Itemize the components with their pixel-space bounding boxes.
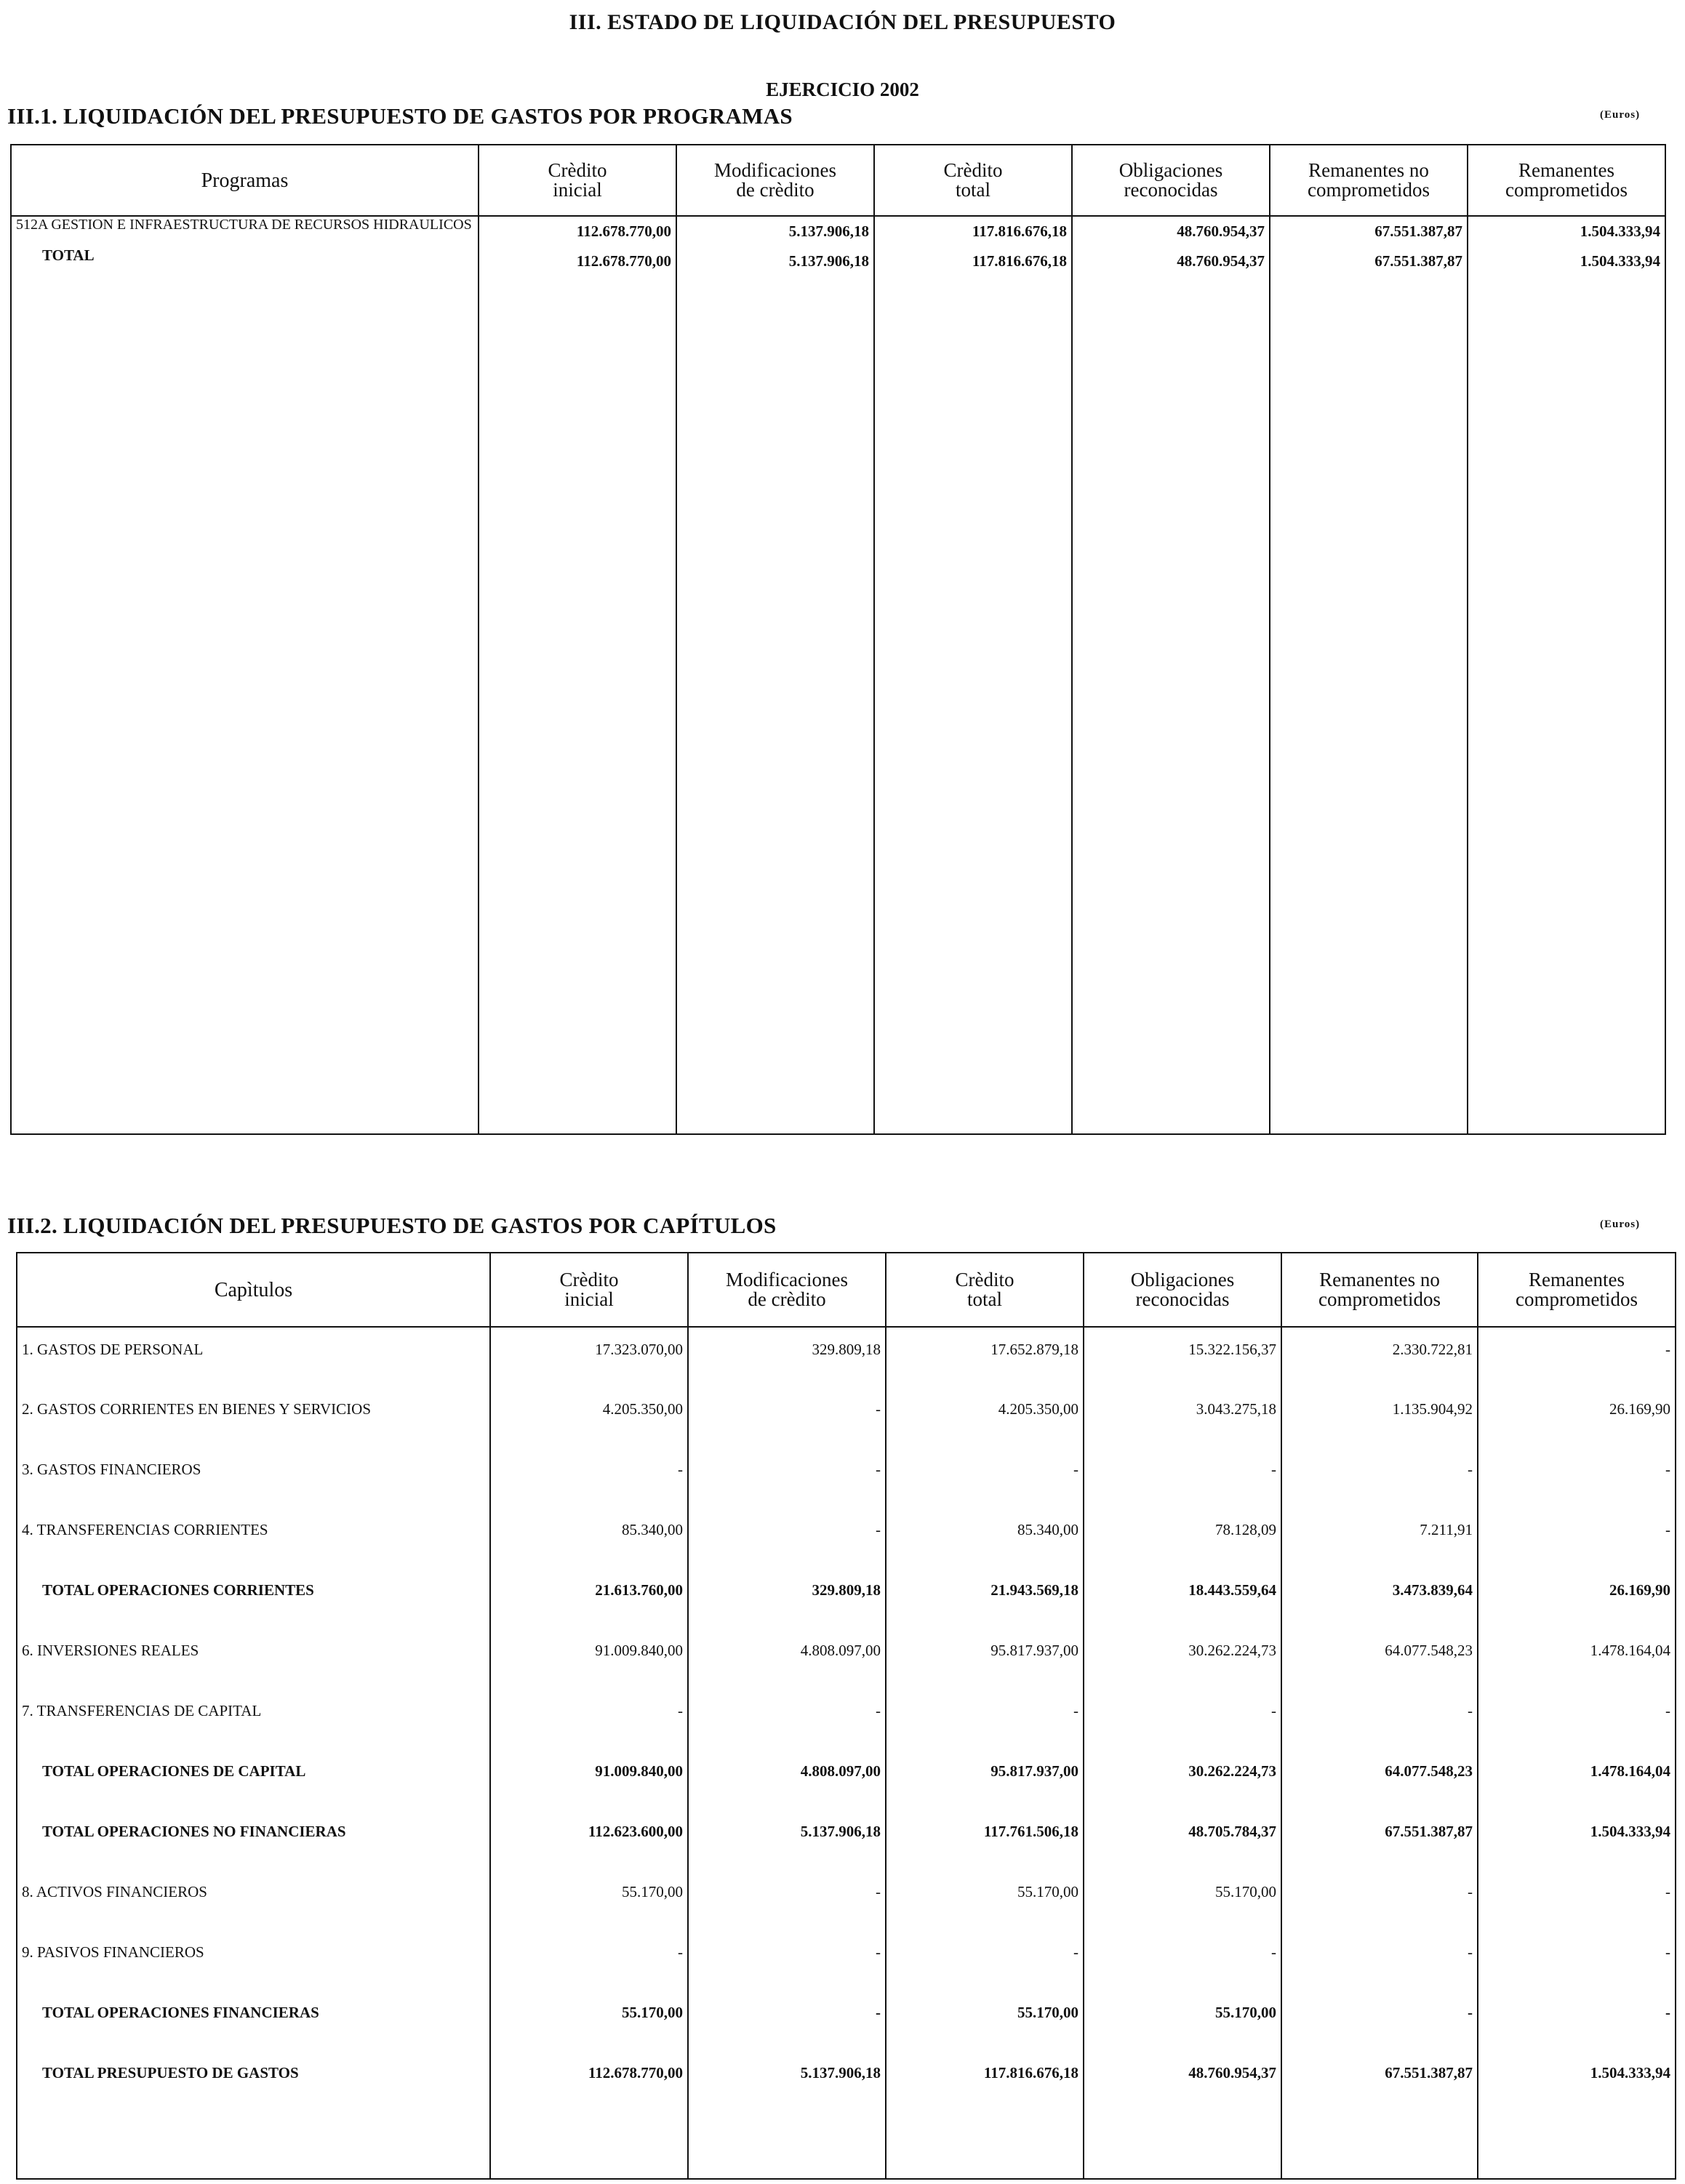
cell-value: - (1478, 1508, 1676, 1568)
chapters-table (16, 1252, 1676, 2180)
row-label: TOTAL OPERACIONES NO FINANCIERAS (17, 1810, 490, 1870)
cell-value: 26.169,90 (1478, 1387, 1676, 1448)
page-title: III. ESTADO DE LIQUIDACIÓN DEL PRESUPUESTO (569, 10, 1116, 34)
cell-value: 4.205.350,00 (886, 1387, 1084, 1448)
row-label: 512A GESTION E INFRAESTRUCTURA DE RECURSOS HIDRAULICOS (11, 216, 479, 246)
empty-cell (676, 273, 874, 1134)
cell-value: - (688, 1689, 886, 1749)
row-label: TOTAL PRESUPUESTO DE GASTOS (17, 2051, 490, 2111)
table-row (17, 1387, 1676, 1448)
cell-value: 55.170,00 (886, 1991, 1084, 2051)
row-label: 2. GASTOS CORRIENTES EN BIENES Y SERVICIOS (17, 1387, 490, 1448)
cell-value: - (688, 1448, 886, 1508)
row-label: TOTAL (11, 246, 479, 273)
cell-value: 112.678.770,00 (479, 246, 676, 273)
cell-value: 5.137.906,18 (676, 216, 874, 246)
cell-value: 17.323.070,00 (490, 1327, 688, 1387)
cell-value: 4.808.097,00 (688, 1749, 886, 1810)
exercise-year: EJERCICIO 2002 (766, 79, 919, 100)
cell-value: 18.443.559,64 (1084, 1568, 1281, 1629)
cell-value: 117.816.676,18 (874, 246, 1072, 273)
cell-value: 4.808.097,00 (688, 1629, 886, 1689)
cell-value: 117.816.676,18 (886, 2051, 1084, 2111)
cell-value: 7.211,91 (1281, 1508, 1478, 1568)
row-label: 3. GASTOS FINANCIEROS (17, 1448, 490, 1508)
header-programas: Programas (11, 145, 479, 216)
row-label: TOTAL OPERACIONES FINANCIERAS (17, 1991, 490, 2051)
cell-value: - (1478, 1870, 1676, 1930)
cell-value: 112.678.770,00 (490, 2051, 688, 2111)
cell-value: 1.504.333,94 (1478, 2051, 1676, 2111)
cell-value: 117.761.506,18 (886, 1810, 1084, 1870)
section-2-title: III.2. LIQUIDACIÓN DEL PRESUPUESTO DE GASTOS POR CAPÍTULOS (7, 1213, 777, 1238)
cell-value: - (1281, 1689, 1478, 1749)
header-credito-total: Crèdito total (874, 145, 1072, 216)
cell-value: 4.205.350,00 (490, 1387, 688, 1448)
cell-value: 1.135.904,92 (1281, 1387, 1478, 1448)
cell-value: - (1084, 1930, 1281, 1991)
cell-value: 67.551.387,87 (1270, 246, 1468, 273)
cell-value: 85.340,00 (886, 1508, 1084, 1568)
cell-value: 67.551.387,87 (1270, 216, 1468, 246)
cell-value: - (1084, 1689, 1281, 1749)
section-1-title: III.1. LIQUIDACIÓN DEL PRESUPUESTO DE GASTOS POR PROGRAMAS (7, 103, 793, 129)
header-remanentes-comp: Remanentes comprometidos (1468, 145, 1665, 216)
header-remanentes-no: Remanentes no comprometidos (1270, 145, 1468, 216)
cell-value: 95.817.937,00 (886, 1629, 1084, 1689)
row-label: 6. INVERSIONES REALES (17, 1629, 490, 1689)
cell-value: 117.816.676,18 (874, 216, 1072, 246)
header-obligaciones: Obligaciones reconocidas (1072, 145, 1270, 216)
empty-cell (11, 273, 479, 1134)
row-label: 1. GASTOS DE PERSONAL (17, 1327, 490, 1387)
header-modificaciones: Modificaciones de crèdito (688, 1253, 886, 1327)
row-label: 4. TRANSFERENCIAS CORRIENTES (17, 1508, 490, 1568)
row-label: 7. TRANSFERENCIAS DE CAPITAL (17, 1689, 490, 1749)
cell-value: 329.809,18 (688, 1327, 886, 1387)
programs-table (10, 144, 1666, 1135)
cell-value: 1.504.333,94 (1478, 1810, 1676, 1870)
cell-value: 48.760.954,37 (1072, 246, 1270, 273)
header-remanentes-no: Remanentes no comprometidos (1281, 1253, 1478, 1327)
empty-row (17, 2111, 1676, 2179)
empty-cell (688, 2111, 886, 2179)
cell-value: 64.077.548,23 (1281, 1749, 1478, 1810)
cell-value: 2.330.722,81 (1281, 1327, 1478, 1387)
cell-value: 3.043.275,18 (1084, 1387, 1281, 1448)
cell-value: - (1281, 1870, 1478, 1930)
cell-value: 91.009.840,00 (490, 1749, 688, 1810)
table-row (17, 1448, 1676, 1508)
empty-cell (886, 2111, 1084, 2179)
table-row (17, 1508, 1676, 1568)
empty-cell (1478, 2111, 1676, 2179)
cell-value: 55.170,00 (886, 1870, 1084, 1930)
cell-value: 5.137.906,18 (688, 2051, 886, 2111)
cell-value: 21.613.760,00 (490, 1568, 688, 1629)
empty-cell (490, 2111, 688, 2179)
header-capitulos: Capìtulos (17, 1253, 490, 1327)
empty-cell (479, 273, 676, 1134)
cell-value: - (1478, 1327, 1676, 1387)
empty-cell (1270, 273, 1468, 1134)
empty-cell (1468, 273, 1665, 1134)
empty-cell (874, 273, 1072, 1134)
table-row (11, 246, 1665, 273)
row-label: TOTAL OPERACIONES DE CAPITAL (17, 1749, 490, 1810)
cell-value: 55.170,00 (490, 1870, 688, 1930)
cell-value: - (688, 1930, 886, 1991)
cell-value: 30.262.224,73 (1084, 1749, 1281, 1810)
table-row (17, 1749, 1676, 1810)
cell-value: 85.340,00 (490, 1508, 688, 1568)
cell-value: - (886, 1448, 1084, 1508)
cell-value: 95.817.937,00 (886, 1749, 1084, 1810)
cell-value: - (1281, 1991, 1478, 2051)
cell-value: 26.169,90 (1478, 1568, 1676, 1629)
cell-value: 1.478.164,04 (1478, 1629, 1676, 1689)
header-credito-inicial: Crèdito inicial (490, 1253, 688, 1327)
table-row (17, 1568, 1676, 1629)
cell-value: 55.170,00 (1084, 1870, 1281, 1930)
row-label: TOTAL OPERACIONES CORRIENTES (17, 1568, 490, 1629)
cell-value: 5.137.906,18 (676, 246, 874, 273)
cell-value: 112.678.770,00 (479, 216, 676, 246)
cell-value: - (1478, 1930, 1676, 1991)
table-row (11, 216, 1665, 246)
table-row (17, 2051, 1676, 2111)
empty-cell (17, 2111, 490, 2179)
table-row (17, 1327, 1676, 1387)
cell-value: - (688, 1991, 886, 2051)
table-row (17, 1930, 1676, 1991)
cell-value: - (1281, 1448, 1478, 1508)
cell-value: 5.137.906,18 (688, 1810, 886, 1870)
cell-value: - (688, 1508, 886, 1568)
cell-value: 112.623.600,00 (490, 1810, 688, 1870)
table-row (17, 1629, 1676, 1689)
cell-value: 1.478.164,04 (1478, 1749, 1676, 1810)
section-2-units: (Euros) (1600, 1219, 1641, 1230)
header-obligaciones: Obligaciones reconocidas (1084, 1253, 1281, 1327)
row-label: 9. PASIVOS FINANCIEROS (17, 1930, 490, 1991)
cell-value: - (490, 1689, 688, 1749)
empty-row (11, 273, 1665, 1134)
header-modificaciones: Modificaciones de crèdito (676, 145, 874, 216)
cell-value: - (1478, 1991, 1676, 2051)
cell-value: - (490, 1448, 688, 1508)
cell-value: 64.077.548,23 (1281, 1629, 1478, 1689)
cell-value: 91.009.840,00 (490, 1629, 688, 1689)
cell-value: 3.473.839,64 (1281, 1568, 1478, 1629)
header-credito-inicial: Crèdito inicial (479, 145, 676, 216)
table-row (17, 1689, 1676, 1749)
cell-value: 55.170,00 (1084, 1991, 1281, 2051)
cell-value: - (886, 1930, 1084, 1991)
cell-value: 48.760.954,37 (1084, 2051, 1281, 2111)
empty-cell (1084, 2111, 1281, 2179)
empty-cell (1281, 2111, 1478, 2179)
table-row (17, 1991, 1676, 2051)
cell-value: 1.504.333,94 (1468, 246, 1665, 273)
cell-value: - (688, 1387, 886, 1448)
cell-value: 15.322.156,37 (1084, 1327, 1281, 1387)
cell-value: - (1084, 1448, 1281, 1508)
header-credito-total: Crèdito total (886, 1253, 1084, 1327)
cell-value: 78.128,09 (1084, 1508, 1281, 1568)
cell-value: 48.705.784,37 (1084, 1810, 1281, 1870)
cell-value: - (886, 1689, 1084, 1749)
header-remanentes-comp: Remanentes comprometidos (1478, 1253, 1676, 1327)
cell-value: - (688, 1870, 886, 1930)
cell-value: 30.262.224,73 (1084, 1629, 1281, 1689)
cell-value: - (1281, 1930, 1478, 1991)
cell-value: 55.170,00 (490, 1991, 688, 2051)
cell-value: 67.551.387,87 (1281, 2051, 1478, 2111)
cell-value: 21.943.569,18 (886, 1568, 1084, 1629)
cell-value: - (490, 1930, 688, 1991)
cell-value: 17.652.879,18 (886, 1327, 1084, 1387)
row-label: 8. ACTIVOS FINANCIEROS (17, 1870, 490, 1930)
cell-value: 1.504.333,94 (1468, 216, 1665, 246)
section-1-units: (Euros) (1600, 109, 1641, 121)
cell-value: - (1478, 1448, 1676, 1508)
empty-cell (1072, 273, 1270, 1134)
table-row (17, 1810, 1676, 1870)
cell-value: 48.760.954,37 (1072, 216, 1270, 246)
cell-value: 329.809,18 (688, 1568, 886, 1629)
cell-value: - (1478, 1689, 1676, 1749)
table-row (17, 1870, 1676, 1930)
cell-value: 67.551.387,87 (1281, 1810, 1478, 1870)
